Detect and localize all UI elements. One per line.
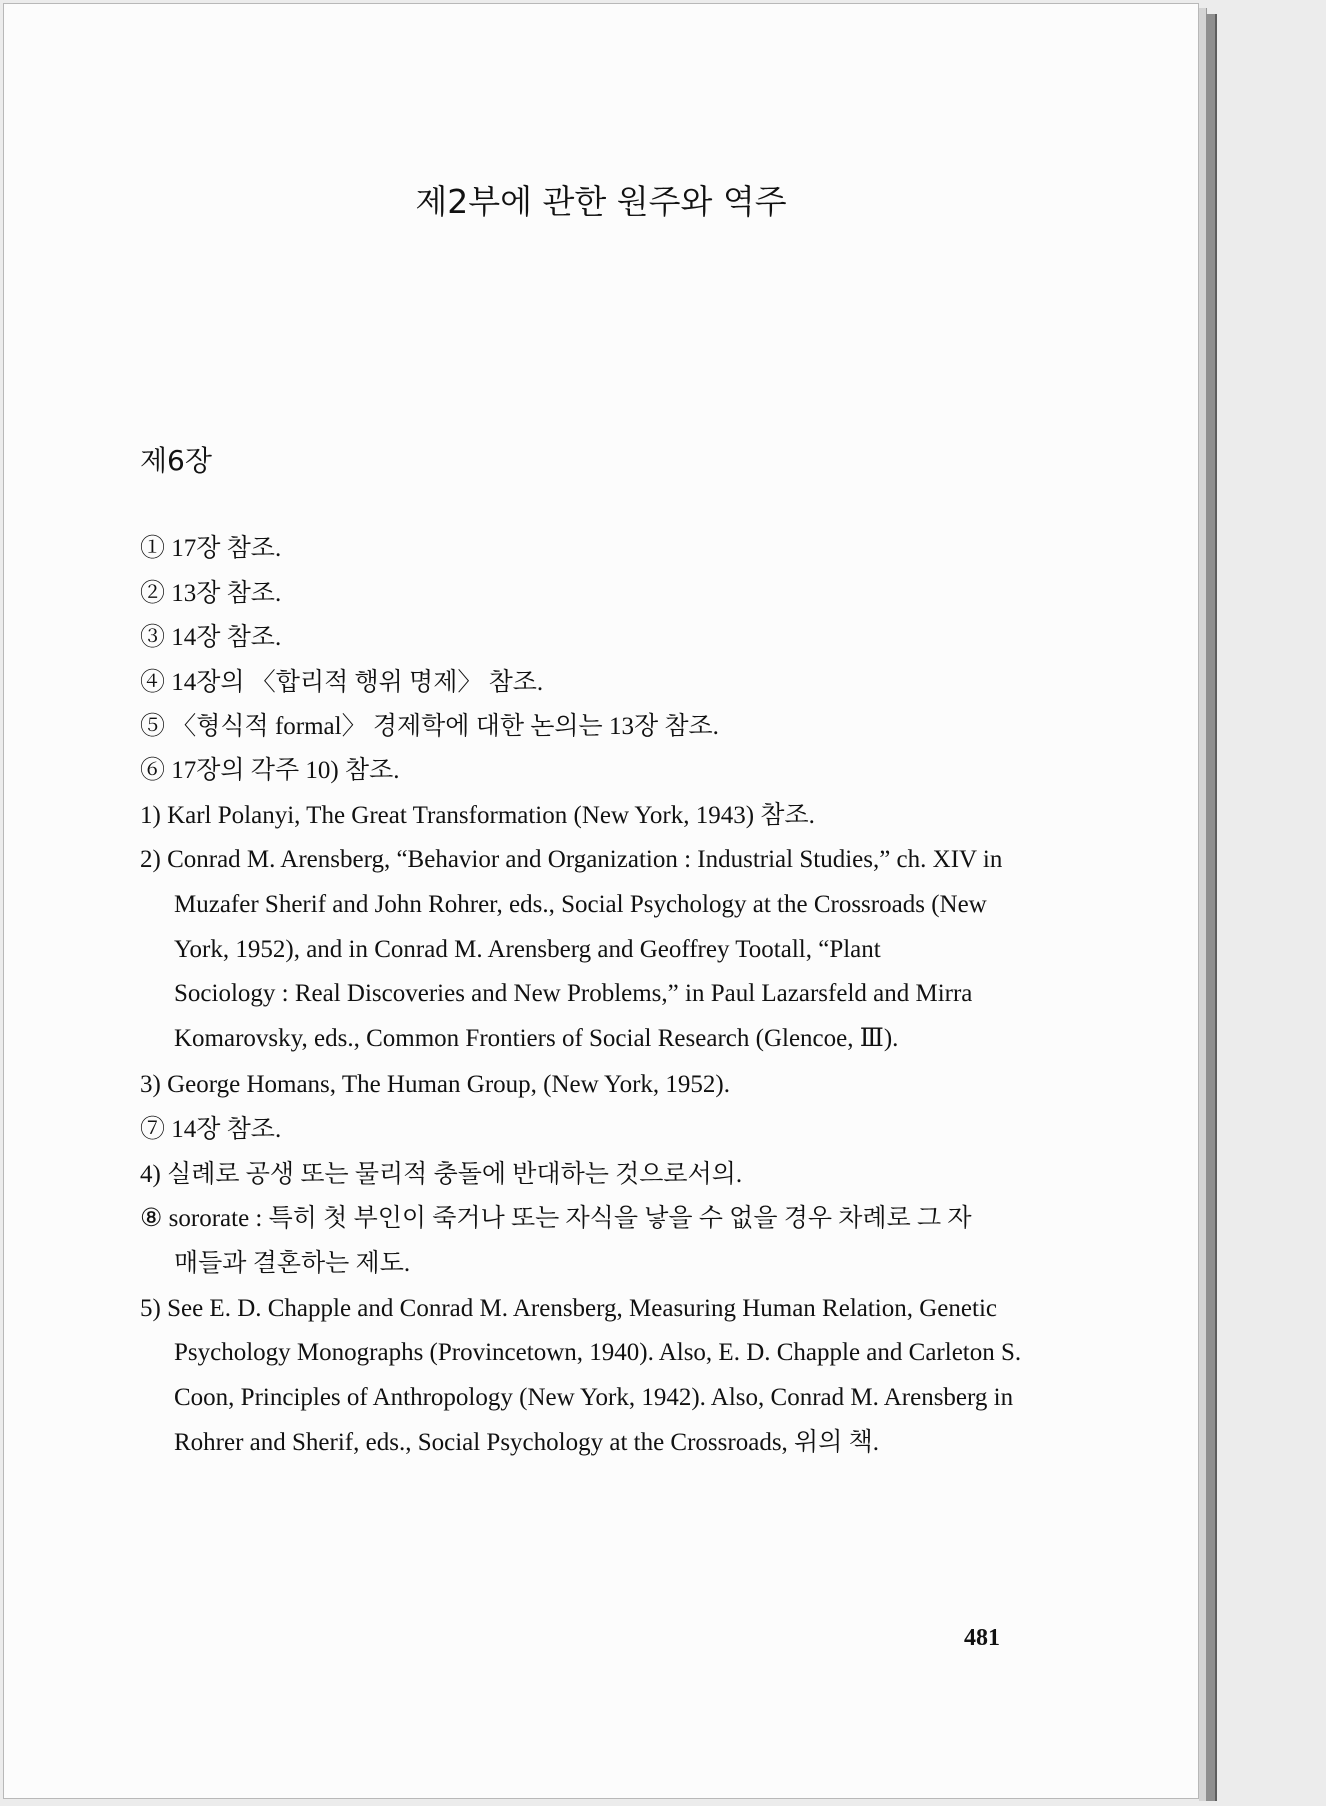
note-line: 5) See E. D. Chapple and Conrad M. Arensberg, Measuring Human Relation, Genetic — [140, 1295, 997, 1322]
note-line: Muzafer Sherif and John Rohrer, eds., Social Psychology at the Crossroads (New — [174, 891, 987, 918]
chapter-heading: 제6장 — [140, 444, 212, 477]
note-line: 매들과 결혼하는 제도. — [174, 1250, 411, 1277]
note-line: ⑤ 〈형식적 formal〉 경제학에 대한 논의는 13장 참조. — [140, 713, 719, 740]
document-page — [3, 3, 1199, 1799]
note-line: York, 1952), and in Conrad M. Arensberg and Geoffrey Tootall, “Plant — [174, 936, 881, 963]
note-line: Komarovsky, eds., Common Frontiers of Social Research (Glencoe, Ⅲ). — [174, 1025, 899, 1052]
note-line: 3) George Homans, The Human Group, (New York, 1952). — [140, 1071, 730, 1098]
note-line: 2) Conrad M. Arensberg, “Behavior and Organization : Industrial Studies,” ch. XIV in — [140, 846, 1003, 873]
note-line: ⑦ 14장 참조. — [140, 1116, 282, 1143]
note-line: 1) Karl Polanyi, The Great Transformation (New York, 1943) 참조. — [140, 802, 815, 829]
note-line: ⑥ 17장의 각주 10) 참조. — [140, 757, 400, 784]
note-line: ⑧ sororate : 특히 첫 부인이 죽거나 또는 자식을 낳을 수 없을 경우 차례로 그 자 — [140, 1205, 972, 1232]
note-line: Sociology : Real Discoveries and New Problems,” in Paul Lazarsfeld and Mirra — [174, 980, 973, 1007]
note-line: 4) 실례로 공생 또는 물리적 충돌에 반대하는 것으로서의. — [140, 1161, 743, 1188]
page-edge-shadow — [1206, 14, 1217, 1801]
page-number: 481 — [964, 1625, 1000, 1651]
note-line: ① 17장 참조. — [140, 535, 282, 562]
note-line: Coon, Principles of Anthropology (New York, 1942). Also, Conrad M. Arensberg in — [174, 1384, 1014, 1411]
note-line: ③ 14장 참조. — [140, 624, 282, 651]
page-title: 제2부에 관한 원주와 역주 — [415, 182, 787, 221]
note-line: ② 13장 참조. — [140, 580, 282, 607]
note-line: Rohrer and Sherif, eds., Social Psychology at the Crossroads, 위의 책. — [174, 1429, 879, 1456]
note-line: Psychology Monographs (Provincetown, 1940). Also, E. D. Chapple and Carleton S. — [174, 1339, 1022, 1366]
note-line: ④ 14장의 〈합리적 행위 명제〉 참조. — [140, 669, 544, 696]
